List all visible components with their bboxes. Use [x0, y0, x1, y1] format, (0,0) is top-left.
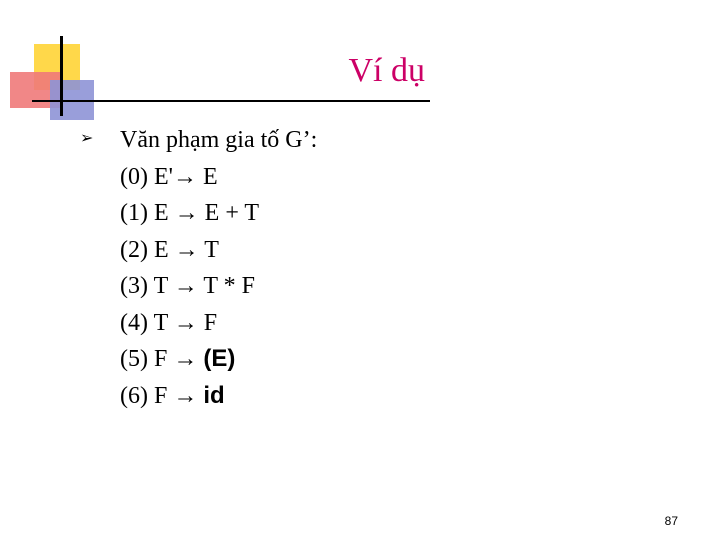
page-number: 87 [664, 514, 678, 528]
production-rhs: F [203, 309, 218, 336]
production-number: (3) [120, 273, 148, 299]
production-rhs: (E) [203, 345, 236, 372]
production-rhs: E + T [204, 200, 260, 226]
production-1 [120, 195, 317, 232]
production-arrow: → [174, 199, 199, 226]
slide-title: Ví dụ [348, 52, 425, 89]
logo-vertical-line [60, 36, 63, 116]
production-2 [120, 232, 317, 269]
production-3 [120, 268, 317, 305]
production-number: (0) [120, 163, 148, 190]
production-5 [120, 341, 317, 378]
production-lhs: E [153, 236, 169, 263]
production-number: (5) [120, 346, 148, 372]
production-number: (4) [120, 309, 148, 336]
grammar-heading: Văn phạm gia tố G’: [120, 127, 318, 153]
production-arrow: → [173, 308, 198, 336]
arrow-bullet-icon: ➢ [80, 128, 94, 147]
production-6 [120, 378, 317, 415]
production-arrow: → [173, 381, 198, 409]
production-arrow: → [172, 162, 197, 190]
production-rhs: E [202, 163, 218, 190]
production-lhs: T [153, 273, 168, 299]
production-arrow: → [173, 272, 198, 299]
production-lhs: T [153, 309, 168, 336]
production-lhs: F [153, 382, 168, 409]
production-0 [120, 159, 317, 196]
production-4 [120, 305, 317, 342]
production-rhs: id [203, 381, 225, 409]
production-arrow: → [173, 345, 198, 372]
production-number: (2) [120, 236, 148, 263]
title-underline [32, 100, 430, 102]
production-lhs: F [153, 346, 168, 372]
production-rhs: T [204, 236, 219, 263]
slide-content [120, 122, 317, 414]
production-arrow: → [174, 235, 199, 263]
production-number: (6) [120, 382, 148, 409]
production-lhs: E' [153, 163, 173, 190]
production-lhs: E [153, 200, 169, 226]
production-number: (1) [120, 200, 148, 226]
production-rhs: T * F [203, 273, 255, 299]
